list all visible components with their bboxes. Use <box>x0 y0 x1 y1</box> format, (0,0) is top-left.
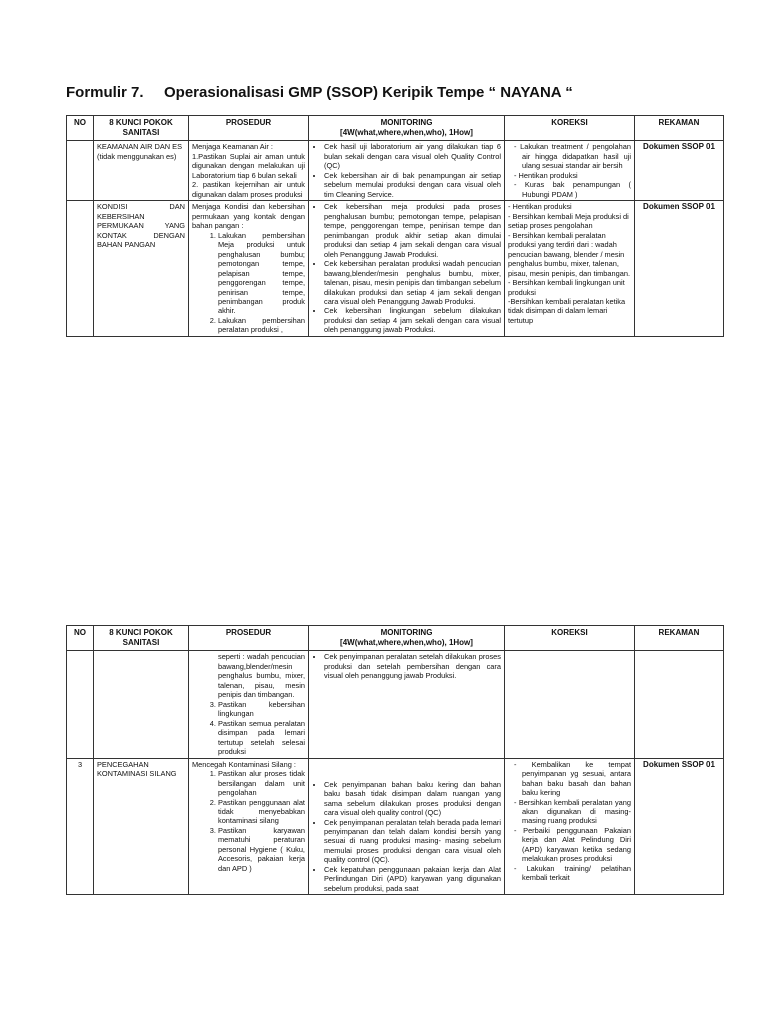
list-item: • Cek kebersihan peralatan produksi wadah pencucian bawang,blender/mesin penghalus bumbu, mixer, talenan, pisau, mesin penipis dan timbangan sebelum dilakukan produksi dan setiap 4 jam sekali dengan cara visual oleh Penanggung Jawab Produksi. <box>324 259 501 306</box>
list-item: 1. Pastikan alur proses tidak bersilangan dalam unit pengolahan <box>218 769 305 797</box>
table-header-row <box>67 626 724 651</box>
header-kunci: 8 KUNCI POKOK SANITASI <box>94 116 189 141</box>
cell-monitoring <box>309 651 505 758</box>
header-kunci: 8 KUNCI POKOK SANITASI <box>94 626 189 651</box>
header-monitoring: MONITORING [4W(what,where,when,who), 1How] <box>309 116 505 141</box>
cell-prosedur: Mencegah Kontaminasi Silang : 1. Pastikan alur proses tidak bersilangan dalam unit pengolahan 2. Pastikan penggunaan alat tidak menyebabkan kontaminasi silang 3. Pastikan karyawan mematuhi peraturan personal Hygiene ( Kuku, Accesoris, pakaian kerja dan APD ) <box>189 758 309 895</box>
list-item: • Cek kebersihan meja produksi pada proses penghalusan bumbu; pemotongan tempe, pelapisan tempe, penggorengan tempe, penirisan tempe dan penimbangan produk akhir setiap akan dimulai produksi dan setiap 4 jam sekali dengan cara visual oleh Penanggung Jawab Produksi. <box>324 202 501 259</box>
cell-koreksi: - Hentikan produksi - Bersihkan kembali Meja produksi di setiap proses pengolahan - Bersihkan kembali peralatan produksi yang terdiri dari : wadah pencucian bawang, blender / mesin penghalus bumbu, mixer, talenan, pisau, mesin penipis, dan timbangan. - Bersihkan kembali lingkungan unit produksi -Bersihkan kembali peralatan ketika tidak disimpan di dalam lemari tertutup <box>505 201 635 337</box>
list-item: 3. Pastikan kebersihan lingkungan <box>218 700 305 719</box>
list-item: - Lakukan training/ pelatihan kembali terkait <box>522 864 631 883</box>
header-prosedur: PROSEDUR <box>189 626 309 651</box>
cell-monitoring <box>309 141 505 201</box>
table-row <box>67 201 724 337</box>
list-item: - Bersihkan kembali peralatan yang akan digunakan di masing-masing ruang produksi <box>522 798 631 826</box>
header-rekaman: REKAMAN <box>635 626 724 651</box>
cell-kunci <box>94 651 189 758</box>
cell-prosedur: seperti : wadah pencucian bawang,blender/mesin penghalus bumbu, mixer, talenan, pisau, mesin penipis dan timbangan. 3. Pastikan kebersihan lingkungan 4. Pastikan semua peralatan disimpan pada lemari tertutup setelah selesai produksi <box>189 651 309 758</box>
document-title <box>66 84 573 101</box>
cell-monitoring <box>309 758 505 895</box>
header-no: NO <box>67 116 94 141</box>
cell-kunci: KONDISI DAN KEBERSIHAN PERMUKAAN YANG KONTAK DENGAN BAHAN PANGAN <box>94 201 189 337</box>
cell-rekaman: Dokumen SSOP 01 <box>635 758 724 895</box>
list-item: 2. Pastikan penggunaan alat tidak menyebabkan kontaminasi silang <box>218 798 305 826</box>
cell-monitoring <box>309 201 505 337</box>
list-item: • Cek penyimpanan bahan baku kering dan bahan baku basah tidak disimpan dalam ruangan yang sama sebelum dilakukan proses produksi dengan cara visual oleh quality control (QC) <box>324 780 501 818</box>
list-item: - Kuras bak penampungan ( Hubungi PDAM ) <box>522 180 631 199</box>
header-no: NO <box>67 626 94 651</box>
cell-no: 3 <box>67 758 94 895</box>
list-item: 2. Lakukan pembersihan peralatan produksi , <box>218 316 305 335</box>
cell-no <box>67 651 94 758</box>
table-row <box>67 758 724 895</box>
cell-koreksi <box>505 651 635 758</box>
list-item: • Cek hasil uji laboratorium air yang dilakukan tiap 6 bulan sekali dengan cara visual oleh Quality Control (QC) <box>324 142 501 170</box>
header-prosedur: PROSEDUR <box>189 116 309 141</box>
cell-prosedur: Menjaga Kondisi dan kebersihan permukaan yang kontak dengan bahan pangan : 1. Lakukan pembersihan Meja produksi untuk penghalusan bumbu; pemotongan tempe, pelapisan tempe, penggorengan tempe, penirisan tempe, penimbangan produk akhir. 2. Lakukan pembersihan peralatan produksi , <box>189 201 309 337</box>
list-item: • Cek penyimpanan peralatan setelah dilakukan proses produksi dan setelah pembersihan dengan cara visual oleh penanggung jawab Produksi. <box>324 652 501 680</box>
table-header-row <box>67 116 724 141</box>
list-item: - Hentikan produksi <box>522 171 631 180</box>
form-number: Formulir 7. <box>66 84 144 101</box>
cell-kunci: PENCEGAHAN KONTAMINASI SILANG <box>94 758 189 895</box>
table-row <box>67 651 724 758</box>
table-row <box>67 141 724 201</box>
list-item: 1. Lakukan pembersihan Meja produksi untuk penghalusan bumbu; pemotongan tempe, pelapisan tempe, penggorengan tempe, penirisan tempe, penimbangan produk akhir. <box>218 231 305 316</box>
list-item: - Kembalikan ke tempat penyimpanan yg sesuai, antara bahan baku basah dan bahan baku kering <box>522 760 631 798</box>
cell-rekaman: Dokumen SSOP 01 <box>635 201 724 337</box>
cell-kunci: KEAMANAN AIR DAN ES (tidak menggunakan es) <box>94 141 189 201</box>
list-item: 4. Pastikan semua peralatan disimpan pada lemari tertutup setelah selesai produksi <box>218 719 305 757</box>
cell-koreksi <box>505 141 635 201</box>
cell-no <box>67 201 94 337</box>
header-koreksi: KOREKSI <box>505 626 635 651</box>
cell-koreksi <box>505 758 635 895</box>
cell-rekaman <box>635 651 724 758</box>
ssop-table-page2 <box>66 625 724 895</box>
header-monitoring: MONITORING [4W(what,where,when,who), 1How] <box>309 626 505 651</box>
list-item: • Cek kebersihan air di bak penampungan air setiap sebelum memulai produksi dengan cara visual oleh tim Cleaning Service. <box>324 171 501 199</box>
list-item: - Lakukan treatment / pengolahan air hingga didapatkan hasil uji ulang sesuai standar air bersih <box>522 142 631 170</box>
ssop-table-page1 <box>66 115 724 337</box>
header-koreksi: KOREKSI <box>505 116 635 141</box>
list-item: - Perbaiki penggunaan Pakaian kerja dan Alat Pelindung Diri (APD) karyawan ketika sedang melakukan proses produksi <box>522 826 631 864</box>
list-item: • Cek kebersihan lingkungan sebelum dilakukan produksi dan setiap 4 jam sekali dengan cara visual oleh penanggung jawab Produksi. <box>324 306 501 334</box>
form-title: Operasionalisasi GMP (SSOP) Keripik Tempe “ NAYANA “ <box>164 84 573 101</box>
cell-no <box>67 141 94 201</box>
list-item: • Cek penyimpanan peralatan telah berada pada lemari penyimpanan dan telah dalam kondisi bersih yang sesuai di ruang produksi masing- masing sebelum memulai proses produksi dengan cara visual oleh quality control (QC). <box>324 818 501 865</box>
cell-rekaman: Dokumen SSOP 01 <box>635 141 724 201</box>
list-item: 3. Pastikan karyawan mematuhi peraturan personal Hygiene ( Kuku, Accesoris, pakaian kerja dan APD ) <box>218 826 305 873</box>
header-rekaman: REKAMAN <box>635 116 724 141</box>
cell-prosedur: Menjaga Keamanan Air : 1.Pastikan Suplai air aman untuk digunakan dengan melakukan uji Laboratorium tiap 6 bulan sekali 2. pastikan kejernihan air untuk digunakan dalam proses produksi <box>189 141 309 201</box>
list-item: • Cek kepatuhan penggunaan pakaian kerja dan Alat Perlindungan Diri (APD) karyawan yang digunakan sebelum produksi, pada saat <box>324 865 501 893</box>
